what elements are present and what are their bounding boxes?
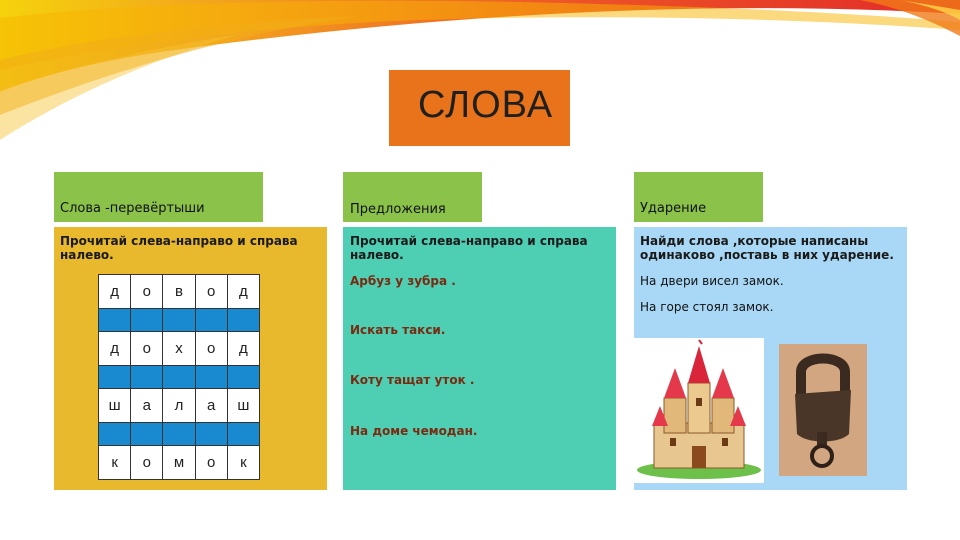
grid-cell: ш <box>99 389 131 423</box>
grid-cell: в <box>163 275 195 309</box>
tab-sentences-label: Предложения <box>350 202 446 217</box>
left-instruction: Прочитай слева-направо и справа налево. <box>60 234 298 262</box>
sentence: На доме чемодан. <box>350 424 478 438</box>
grid-row <box>99 389 260 423</box>
grid-cell: х <box>163 332 195 366</box>
grid-row <box>99 446 260 480</box>
sentence: На двери висел замок. <box>640 274 784 288</box>
tab-word-reversals-label: Слова -перевёртыши <box>60 201 205 216</box>
grid-cell: о <box>195 275 227 309</box>
castle-image <box>634 338 764 483</box>
grid-cell: к <box>99 446 131 480</box>
grid-row <box>99 332 260 366</box>
grid-cell: д <box>99 332 131 366</box>
grid-cell: о <box>195 332 227 366</box>
grid-cell: м <box>163 446 195 480</box>
grid-cell: д <box>99 275 131 309</box>
sentence: Арбуз у зубра . <box>350 274 456 288</box>
grid-spacer-row <box>99 423 260 446</box>
grid-spacer-row <box>99 366 260 389</box>
page-title: СЛОВА <box>418 84 554 126</box>
grid-cell: о <box>195 446 227 480</box>
grid-cell: д <box>227 332 259 366</box>
castle-icon <box>634 338 764 483</box>
grid-cell: о <box>131 446 163 480</box>
middle-instruction: Прочитай слева-направо и справа налево. <box>350 234 588 262</box>
sentence: Коту тащат уток . <box>350 373 475 387</box>
sentence: Искать такси. <box>350 323 446 337</box>
middle-panel <box>343 227 616 490</box>
grid-spacer-row <box>99 309 260 332</box>
grid-cell: ш <box>227 389 259 423</box>
grid-cell: а <box>131 389 163 423</box>
grid-cell: л <box>163 389 195 423</box>
grid-cell: к <box>227 446 259 480</box>
padlock-image <box>779 344 867 476</box>
grid-cell: о <box>131 332 163 366</box>
sentence: На горе стоял замок. <box>640 300 774 314</box>
tab-stress-label: Ударение <box>640 201 707 216</box>
grid-row <box>99 275 260 309</box>
grid-cell: а <box>195 389 227 423</box>
grid-cell: о <box>131 275 163 309</box>
letter-grid <box>98 274 260 480</box>
right-instruction: Найди слова ,которые написаны одинаково ,поставь в них ударение. <box>640 234 894 262</box>
padlock-icon <box>779 344 867 476</box>
grid-cell: д <box>227 275 259 309</box>
